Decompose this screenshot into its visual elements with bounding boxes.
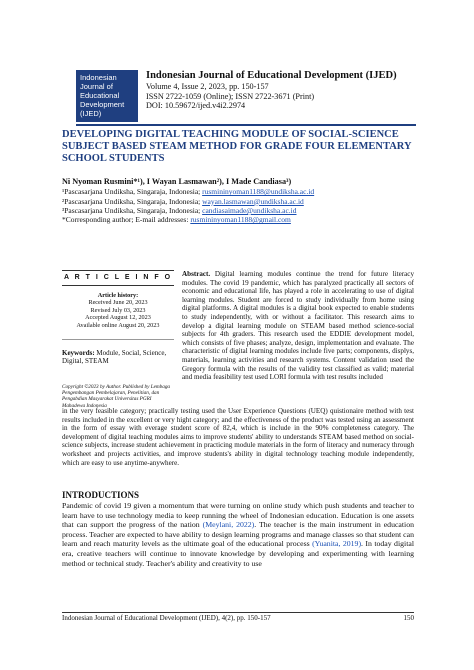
abstract-continued: in the very feasible category; practically testing used the User Experience Questions (UEQ) quistionaire method with test results included in the excellent or very hight category; and the effectiveness of the product was tested using an assessment in the form of essay with everage student score of 82,4, which is include in the 90% completeness category. The development of digital teaching modules aims to improve students' ability to understands STEAM based method on social-science subjects, increase student achievement in practicing module materials in the form of literacy and numeracy through worksheet and projects activities, and improve students's ability in digital technology teaching module independently, which are easy to use anytime-anywhere. — [62, 407, 414, 467]
journal-logo — [76, 70, 138, 122]
history-received: Received June 20, 2023 — [88, 299, 148, 307]
corresponding-text: *Corresponding author; E-mail addresses: — [62, 215, 189, 225]
citation-link[interactable]: (Yuanita, 2019) — [312, 539, 362, 549]
page-number: 150 — [403, 614, 414, 622]
abstract-text: Digital learning modules continue the trend for future literacy modules. The covid 19 pandemic, which has paralyzed practically all sectors of economic and educational life, has played a role in accelerating to use of digital learning modules. Student are forced to study individually from home using digital platforms. A digital modules is a digital book expected to enable students to study independently, with or without a facilitator. This research aims to develop a digital learning module on STEAM based method science-social subjects for 4th graders. This research used the EDDIE development model, which consists of five phases; analyze, design, implementation and evaluate. The characteristic of digital learning modules include five parts; components, displys, materials, learning activities and research systems. Content validation used the Gregory formula with the results of the validity test classified as valid; material and media feasibility test used LORI formula with test results included — [182, 270, 414, 382]
history-available: Available online August 20, 2023 — [76, 321, 160, 329]
corresponding-author — [62, 215, 432, 224]
logo-line: Journal of — [80, 82, 113, 91]
history-revised: Revised July 03, 2023 — [90, 306, 146, 314]
journal-title: Indonesian Journal of Educational Development (IJED) — [146, 70, 397, 81]
journal-info — [146, 70, 397, 111]
abstract — [182, 270, 414, 382]
journal-doi: DOI: 10.59672/ijed.v4i2.2974 — [146, 101, 246, 110]
article-title: DEVELOPING DIGITAL TEACHING MODULE OF SOCIAL-SCIENCE SUBJECT BASED STEAM METHOD FOR GRADE FOUR ELEMENTARY SCHOOL STUDENTS — [62, 129, 412, 164]
affiliation-text: ¹Pascasarjana Undiksha, Singaraja, Indonesia; — [62, 187, 201, 197]
header-divider — [76, 124, 416, 126]
affiliation-text: ³Pascasarjana Undiksha, Singaraja, Indonesia; — [62, 205, 201, 215]
article-info-panel — [62, 270, 174, 409]
info-divider — [62, 339, 174, 340]
citation-link[interactable]: (Meylani, 2022) — [202, 520, 255, 530]
keywords-label: Keywords: — [62, 348, 95, 357]
introduction-heading: INTRODUCTIONS — [62, 490, 140, 500]
keywords-list: Module, Social, Science, Digital, STEAM — [62, 348, 167, 366]
affiliation-1 — [62, 187, 432, 196]
logo-line: (IJED) — [80, 109, 102, 118]
author-names: Ni Nyoman Rusmini*¹), I Wayan Lasmawan²), I Made Candiasa³) — [62, 177, 292, 186]
author-email-link[interactable]: candiasaimade@undiksha.ac.id — [202, 205, 297, 215]
footer-divider — [62, 612, 414, 613]
introduction-body — [62, 501, 414, 568]
abstract-label: Abstract. — [182, 270, 211, 278]
copyright-notice: Copyright ©2023 by Author. Published by Lembaga Pengembangan Pembelajaran, Penelitian, dan Pengabdian Masyarakat Universitas PGRI Mahadewa Indonesia — [62, 383, 171, 409]
article-info-heading: A R T I C L E I N F O — [62, 270, 174, 286]
journal-header — [76, 70, 416, 122]
logo-line: Educational — [80, 91, 120, 100]
history-heading: Article history: — [97, 291, 139, 299]
affiliation-2 — [62, 197, 432, 206]
keywords — [62, 349, 174, 366]
author-email-link[interactable]: wayan.lasmawan@undiksha.ac.id — [202, 196, 304, 206]
logo-line: Indonesian — [80, 73, 117, 82]
history-accepted: Accepted August 12, 2023 — [85, 314, 151, 322]
intro-text: . The teacher is the main instrument in education process. Teacher are expected to have ability to design learning programs and manage classes so that student can learn and reach maturity levels as the ultimate goal of the educational process — [62, 520, 415, 549]
intro-text: Pandemic of covid 19 given a momentum that were turning on online study which push students and teacher to learn have to use technology media to keep running the wheel of Indonesian education. Education is one assets that can support the progress of the nation — [62, 501, 414, 530]
author-block — [62, 177, 432, 224]
logo-line: Development — [80, 100, 125, 109]
journal-volume: Volume 4, Issue 2, 2023, pp. 150-157 — [146, 82, 269, 91]
author-email-link[interactable]: rusmininyoman1188@undiksha.ac.id — [202, 187, 315, 197]
affiliation-3 — [62, 206, 432, 215]
journal-issn: ISSN 2722-1059 (Online); ISSN 2722-3671 (Print) — [146, 91, 315, 101]
footer-citation: Indonesian Journal of Educational Development (IJED), 4(2), pp. 150-157 — [62, 614, 271, 622]
intro-text: . In today digital era, creative teachers will continue to innovate knowledge by developing and experimenting with learning method or technical study. Teacher's ability and creativity to use — [62, 539, 414, 568]
corresponding-email-link[interactable]: rusmininyoman1188@gmail.com — [190, 215, 291, 225]
affiliation-text: ²Pascasarjana Undiksha, Singaraja, Indonesia; — [62, 196, 201, 206]
